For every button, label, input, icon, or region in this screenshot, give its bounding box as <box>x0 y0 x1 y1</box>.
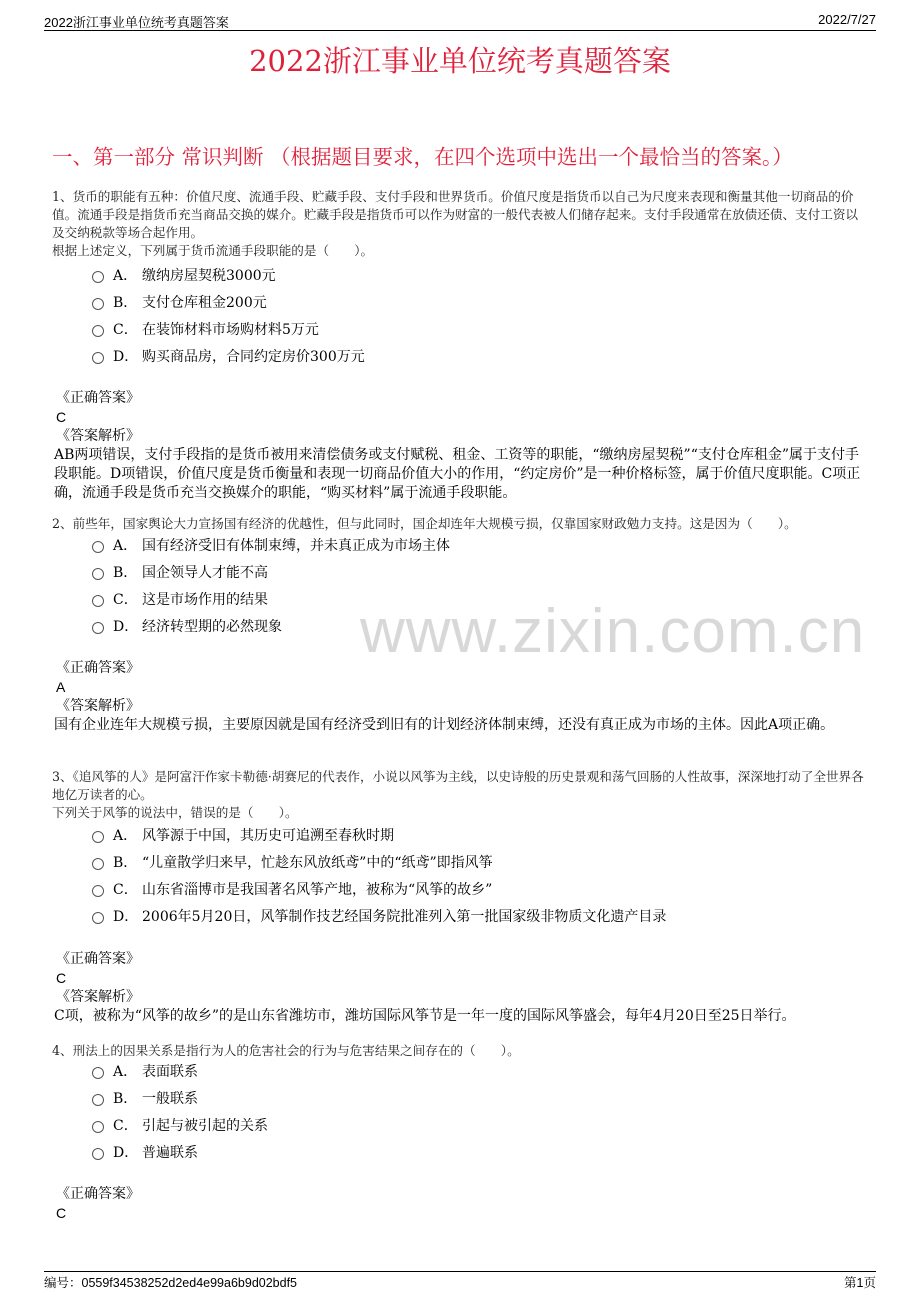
question-stem <box>52 515 870 533</box>
option-d[interactable]: D． 普遍联系 <box>92 1140 268 1167</box>
option-b[interactable]: B． 支付仓库租金200元 <box>92 290 365 317</box>
radio-icon[interactable] <box>92 622 104 634</box>
answer-value: A <box>56 679 66 695</box>
option-list <box>92 1059 268 1167</box>
radio-icon[interactable] <box>92 858 104 870</box>
answer-value: C <box>56 970 67 986</box>
question-text: 1、货币的职能有五种：价值尺度、流通手段、贮藏手段、支付手段和世界货币。价值尺度是指货币以自己为尺度来表现和衡量其他一切商品的价值。流通手段是指货币充当商品交换的媒介。贮藏手段是指货币可以作为财富的一般代表被人们储存起来。支付手段通常在放债还债、支付工资以及交纳税款等场合起作用。 <box>52 189 858 240</box>
question-prompt: 下列关于风筝的说法中，错误的是（ ）。 <box>52 805 298 820</box>
page-footer <box>44 1271 876 1290</box>
answer-label: 《正确答案》 <box>56 390 140 406</box>
footer-doc-id: 编号：0559f34538252d2ed4e99a6b9d02bdf5 <box>44 1276 298 1290</box>
document-title: 2022浙江事业单位统考真题答案 <box>249 44 671 78</box>
radio-icon[interactable] <box>92 912 104 924</box>
footer-page-number: 第1页 <box>844 1276 876 1290</box>
radio-icon[interactable] <box>92 568 104 580</box>
question-stem <box>52 188 870 260</box>
option-list <box>92 263 365 371</box>
radio-icon[interactable] <box>92 595 104 607</box>
header-date: 2022/7/27 <box>818 12 876 27</box>
analysis-label: 《答案解析》 <box>56 698 140 714</box>
radio-icon[interactable] <box>92 298 104 310</box>
question-text: 2、前些年，国家舆论大力宣扬国有经济的优越性，但与此同时，国企却连年大规模亏损，仅靠国家财政勉力支持。这是因为（ ）。 <box>52 516 797 531</box>
answer-block <box>56 950 870 1026</box>
radio-icon[interactable] <box>92 541 104 553</box>
option-list <box>92 533 450 641</box>
radio-icon[interactable] <box>92 271 104 283</box>
answer-block <box>56 659 870 735</box>
radio-icon[interactable] <box>92 1067 104 1079</box>
answer-label: 《正确答案》 <box>56 660 140 676</box>
option-c[interactable]: C． 这是市场作用的结果 <box>92 587 450 614</box>
section-heading: 一、第一部分 常识判断 （根据题目要求，在四个选项中选出一个最恰当的答案。） <box>52 145 793 169</box>
option-c[interactable]: C． 山东省淄博市是我国著名风筝产地，被称为“风筝的故乡” <box>92 877 666 904</box>
option-b[interactable]: B． 国企领导人才能不高 <box>92 560 450 587</box>
option-b[interactable]: B． “儿童散学归来早，忙趁东风放纸鸢”中的“纸鸢”即指风筝 <box>92 850 666 877</box>
radio-icon[interactable] <box>92 325 104 337</box>
radio-icon[interactable] <box>92 352 104 364</box>
option-a[interactable]: A． 国有经济受旧有体制束缚，并未真正成为市场主体 <box>92 533 450 560</box>
analysis-text: 国有企业连年大规模亏损，主要原因就是国有经济受到旧有的计划经济体制束缚，还没有真正成为市场的主体。因此A项正确。 <box>54 717 835 733</box>
question-stem <box>52 768 870 822</box>
option-d[interactable]: D． 经济转型期的必然现象 <box>92 614 450 641</box>
header-doc-title: 2022浙江事业单位统考真题答案 <box>44 15 229 30</box>
question-prompt: 根据上述定义，下列属于货币流通手段职能的是（ ）。 <box>52 243 374 258</box>
question-stem <box>52 1042 870 1060</box>
radio-icon[interactable] <box>92 1148 104 1160</box>
radio-icon[interactable] <box>92 885 104 897</box>
option-a[interactable]: A． 表面联系 <box>92 1059 268 1086</box>
analysis-text: AB两项错误，支付手段指的是货币被用来清偿债务或支付赋税、租金、工资等的职能，“缴纳房屋契税”“支付仓库租金”属于支付手段职能。D项错误，价值尺度是货币衡量和表现一切商品价值大小的作用，“约定房价”是一种价格标签，属于价值尺度职能。C项正确，流通手段是货币充当交换媒介的职能，“购买材料”属于流通手段职能。 <box>54 447 861 501</box>
option-b[interactable]: B． 一般联系 <box>92 1086 268 1113</box>
page-header <box>44 12 876 31</box>
option-list <box>92 823 666 931</box>
question-text: 4、刑法上的因果关系是指行为人的危害社会的行为与危害结果之间存在的（ ）。 <box>52 1043 520 1058</box>
answer-block <box>56 389 870 503</box>
analysis-label: 《答案解析》 <box>56 428 140 444</box>
answer-value: C <box>56 1205 67 1221</box>
answer-value: C <box>56 409 67 425</box>
option-d[interactable]: D． 购买商品房，合同约定房价300万元 <box>92 344 365 371</box>
analysis-text: C项，被称为“风筝的故乡”的是山东省潍坊市，潍坊国际风筝节是一年一度的国际风筝盛会，每年4月20日至25日举行。 <box>54 1008 796 1024</box>
option-a[interactable]: A． 风筝源于中国，其历史可追溯至春秋时期 <box>92 823 666 850</box>
watermark: www.zixin.com.cn <box>360 597 866 666</box>
option-c[interactable]: C． 在装饰材料市场购材料5万元 <box>92 317 365 344</box>
question-text: 3、《追风筝的人》是阿富汗作家卡勒德·胡赛尼的代表作，小说以风筝为主线，以史诗般的历史景观和荡气回肠的人性故事，深深地打动了全世界各地亿万读者的心。 <box>52 769 864 802</box>
answer-block <box>56 1185 870 1223</box>
option-a[interactable]: A． 缴纳房屋契税3000元 <box>92 263 365 290</box>
answer-label: 《正确答案》 <box>56 1186 140 1202</box>
answer-label: 《正确答案》 <box>56 951 140 967</box>
option-c[interactable]: C． 引起与被引起的关系 <box>92 1113 268 1140</box>
option-d[interactable]: D． 2006年5月20日，风筝制作技艺经国务院批准列入第一批国家级非物质文化遗产目录 <box>92 904 666 931</box>
radio-icon[interactable] <box>92 1121 104 1133</box>
analysis-label: 《答案解析》 <box>56 989 140 1005</box>
radio-icon[interactable] <box>92 831 104 843</box>
radio-icon[interactable] <box>92 1094 104 1106</box>
